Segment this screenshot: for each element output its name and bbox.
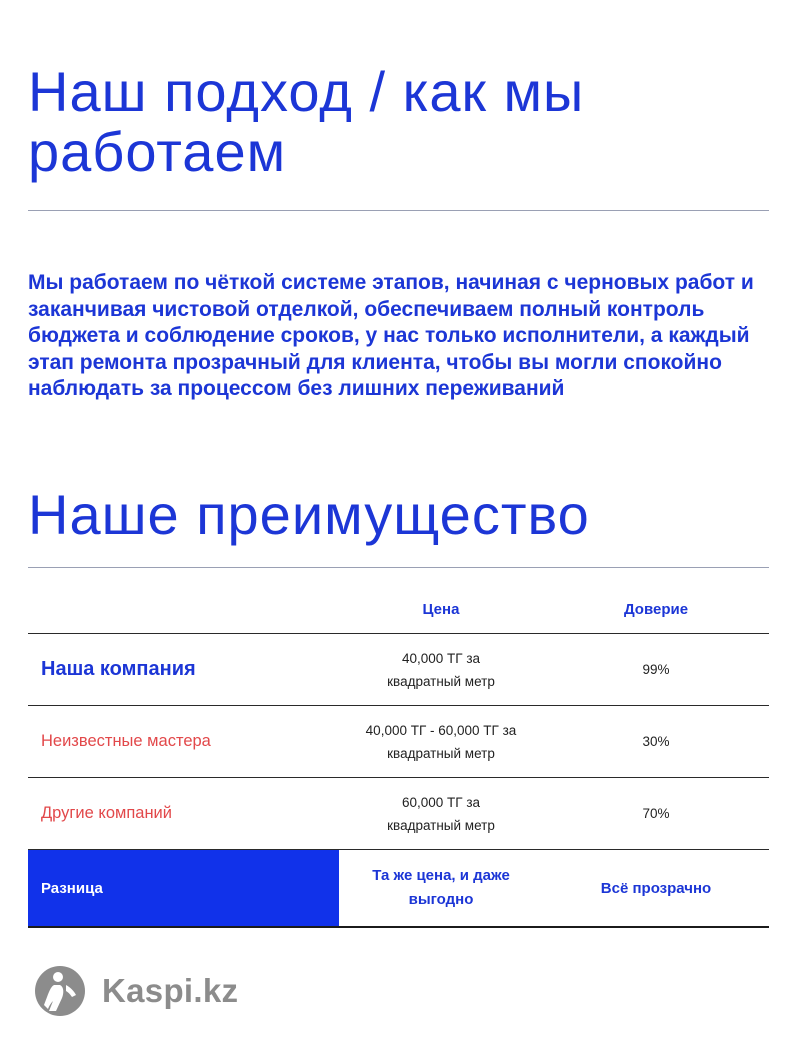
row-price-text: 40,000 ТГ - 60,000 ТГ за квадратный метр bbox=[365, 722, 517, 761]
divider bbox=[28, 567, 769, 568]
approach-title: Наш подход / как мы работаем bbox=[28, 60, 585, 183]
approach-text: Мы работаем по чёткой системе этапов, начиная с черновых работ и заканчивая чистовой отделкой, обеспечиваем полный контроль бюджета и соблюдение сроков, у нас только исполнители, а каждый этап ремонта прозрачный для клиента, чтобы вы могли спокойно наблюдать за процессом без лишних переживаний bbox=[28, 271, 754, 400]
summary-price bbox=[339, 864, 543, 912]
summary-price-text: Та же цена, и даже выгодно bbox=[372, 867, 510, 908]
row-price-text: 60,000 ТГ за квадратный метр bbox=[387, 794, 495, 833]
row-name: Другие компаний bbox=[41, 804, 172, 822]
row-price bbox=[339, 791, 543, 837]
kaspi-logo-icon bbox=[34, 965, 86, 1017]
header-trust: Доверие bbox=[623, 600, 689, 618]
summary-label: Разница bbox=[28, 850, 339, 926]
row-trust: 99% bbox=[642, 662, 670, 677]
advantage-title: Наше преимущество bbox=[28, 483, 590, 546]
row-price bbox=[339, 719, 543, 765]
row-name: Неизвестные мастера bbox=[41, 732, 211, 750]
table-header-row bbox=[28, 585, 769, 634]
summary-row bbox=[28, 850, 769, 928]
comparison-table bbox=[28, 585, 769, 928]
row-name: Наша компания bbox=[41, 658, 196, 680]
header-price: Цена bbox=[422, 600, 460, 618]
table-row bbox=[28, 778, 769, 850]
row-trust: 30% bbox=[642, 734, 670, 749]
kaspi-watermark bbox=[34, 965, 238, 1017]
table-row bbox=[28, 706, 769, 778]
summary-trust: Всё прозрачно bbox=[600, 879, 712, 897]
row-price-text: 40,000 ТГ за квадратный метр bbox=[387, 650, 495, 689]
table-row bbox=[28, 634, 769, 706]
row-trust: 70% bbox=[642, 806, 670, 821]
row-price bbox=[339, 647, 543, 693]
divider bbox=[28, 210, 769, 211]
kaspi-watermark-text: Kaspi.kz bbox=[102, 972, 239, 1009]
